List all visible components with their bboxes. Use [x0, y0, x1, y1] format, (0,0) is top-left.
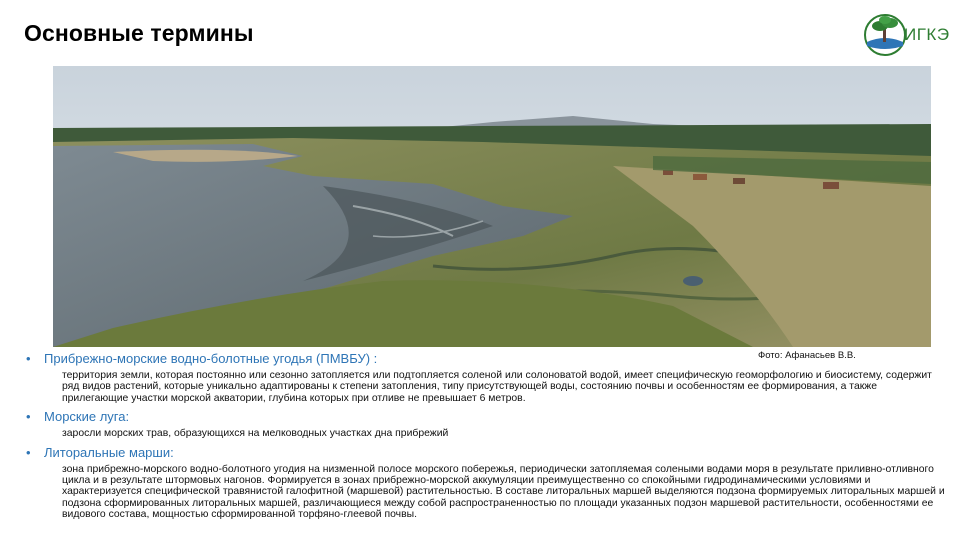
institute-logo	[862, 12, 954, 58]
term-definition: заросли морских трав, образующихся на мелководных участках дна прибрежий	[62, 428, 449, 440]
slide-title: Основные термины	[24, 20, 254, 46]
tree-globe-icon	[862, 12, 908, 58]
terms-list	[26, 351, 946, 526]
bullet-icon: •	[26, 409, 31, 425]
coastal-wetland-photo	[53, 66, 931, 347]
term-item	[26, 409, 946, 439]
term-definition: зона прибрежно-морского водно-болотного угодия на низменной полосе морского побережья, периодически затопляемая солеными водами моря в результате приливно-отливного цикла и в результате штормовых нагонов. Формируется в зонах прибрежно-морской аккумуляции преимущественно со спокойными гидродинамическими условиями и характеризуется специфической травянистой галофитной (маршевой) растительностью. В составе литоральных маршей выделяются подзона формируемых литоральных маршей и подзона сформированных литоральных маршей, различающиеся между собой распространенностью по площади указанных подзон маршевой растительности, особенностями ее видового состава, мощностью сформированной торфяно-глеевой почвы.	[62, 463, 945, 521]
photo-credit: Фото: Афанасьев В.В.	[758, 350, 856, 361]
term-title: Морские луга:	[44, 409, 130, 425]
term-item	[26, 445, 946, 521]
logo-text: ИГКЭ	[904, 25, 950, 44]
term-definition: территория земли, которая постоянно или сезонно затопляется или подтопляется соленой или солоноватой водой, имеет специфическую геоморфологию и биосистему, содержит ряд видов растений, которые уникально адаптированы к степени затопления, типу присутствующей воды, состоянию почвы и особенностям ее формирования, а также прилегающие участки морской акватории, глубина которых при отливе не превышает 6 метров.	[62, 370, 932, 404]
term-title: Литоральные марши:	[44, 444, 174, 460]
bullet-icon: •	[26, 351, 31, 366]
bullet-icon: •	[26, 444, 31, 460]
term-title: Прибрежно-морские водно-болотные угодья (ПМВБУ) :	[44, 351, 378, 366]
term-item	[26, 351, 946, 404]
